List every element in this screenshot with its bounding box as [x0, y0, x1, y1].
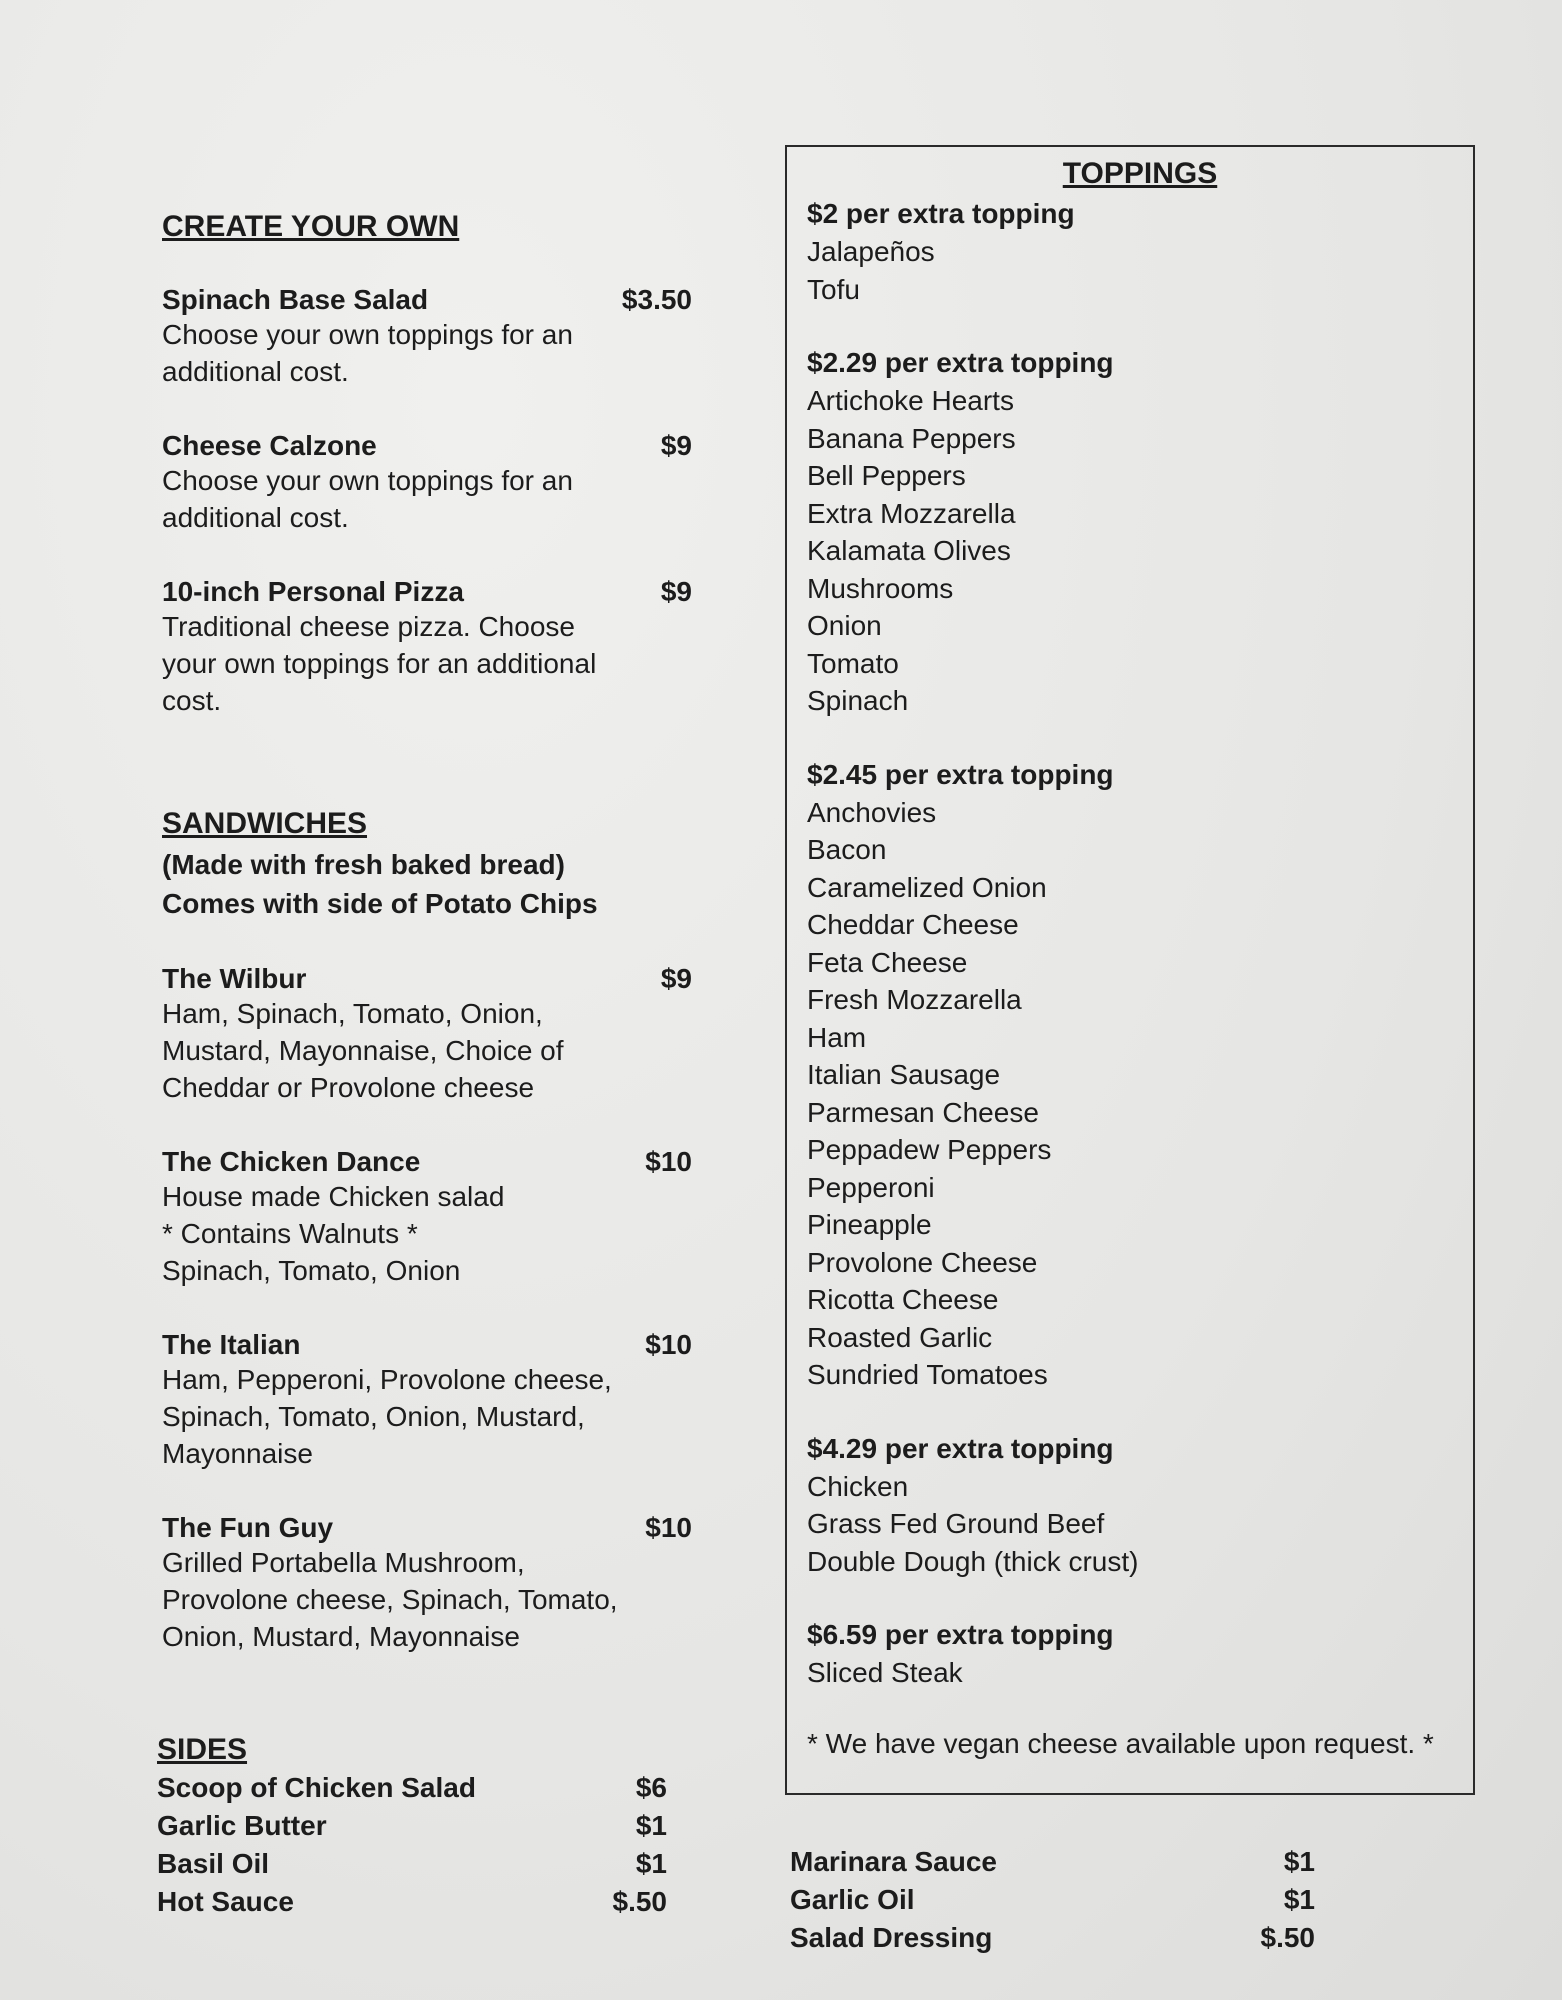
- topping-item: Chicken: [807, 1470, 909, 1502]
- menu-item: [162, 963, 722, 1106]
- topping-item: Parmesan Cheese: [807, 1096, 1039, 1128]
- toppings-groups: [807, 195, 1473, 1692]
- topping-item: Cheddar Cheese: [807, 909, 1019, 940]
- sandwiches-subtitle-bread: (Made with fresh baked bread): [162, 849, 565, 880]
- topping-item: Anchovies: [807, 796, 937, 828]
- side-item: [157, 1769, 667, 1807]
- side-item-price: $1: [1283, 1846, 1315, 1877]
- menu-item-price: $9: [660, 576, 692, 607]
- topping-item: Caramelized Onion: [807, 871, 1047, 903]
- menu-item: [162, 1329, 722, 1472]
- topping-item: Tofu: [807, 273, 860, 305]
- topping-item: Ham: [807, 1021, 867, 1053]
- create-your-own-heading: CREATE YOUR OWN: [162, 210, 460, 243]
- side-item-name: Marinara Sauce: [790, 1846, 997, 1877]
- topping-group: [807, 344, 1473, 720]
- toppings-heading: TOPPINGS: [1062, 157, 1218, 190]
- menu-item-header: [162, 963, 692, 995]
- menu-item-price: $9: [660, 430, 692, 461]
- side-item-price: $1: [635, 1810, 667, 1841]
- topping-group: [807, 1616, 1473, 1692]
- menu-item-description: Ham, Pepperoni, Provolone cheese, Spinach, Tomato, Onion, Mustard, Mayonnaise: [162, 1364, 612, 1469]
- sides-heading: SIDES: [157, 1733, 248, 1766]
- menu-item-header: [162, 576, 692, 608]
- menu-item-description: Ham, Spinach, Tomato, Onion, Mustard, Mayonnaise, Choice of Cheddar or Provolone cheese: [162, 998, 564, 1103]
- topping-item: Pineapple: [807, 1209, 932, 1240]
- menu-item-name: The Chicken Dance: [162, 1146, 421, 1177]
- menu-item-price: $3.50: [621, 284, 692, 315]
- menu-item-header: [162, 1512, 692, 1544]
- menu-item-description: Choose your own toppings for an additional cost.: [162, 319, 573, 387]
- side-item-name: Garlic Oil: [790, 1884, 915, 1915]
- vegan-cheese-note: * We have vegan cheese available upon request. *: [807, 1727, 1434, 1759]
- side-item: [790, 1881, 1315, 1919]
- side-item-price: $1: [635, 1848, 667, 1879]
- side-item: [790, 1919, 1315, 1957]
- topping-item: Jalapeños: [807, 236, 935, 267]
- side-item-price: $6: [635, 1772, 667, 1803]
- topping-item: Grass Fed Ground Beef: [807, 1508, 1105, 1539]
- topping-item: Tomato: [807, 647, 899, 679]
- sandwiches-subtitle-chips: Comes with side of Potato Chips: [162, 888, 598, 919]
- left-column: [157, 210, 722, 1921]
- topping-price-label: $2.45 per extra topping: [807, 758, 1114, 790]
- menu-item-header: [162, 430, 692, 462]
- menu-item-description: Choose your own toppings for an additional cost.: [162, 465, 573, 533]
- topping-item: Spinach: [807, 685, 909, 716]
- topping-item: Roasted Garlic: [807, 1321, 993, 1353]
- topping-item: Artichoke Hearts: [807, 385, 1014, 416]
- menu-item-name: 10-inch Personal Pizza: [162, 576, 464, 607]
- side-item-price: $1: [1283, 1884, 1315, 1915]
- topping-item: Banana Peppers: [807, 422, 1016, 454]
- menu-item-name: The Fun Guy: [162, 1512, 334, 1543]
- topping-item: Kalamata Olives: [807, 535, 1011, 566]
- menu-item: [162, 430, 722, 536]
- sandwiches-heading: SANDWICHES: [162, 807, 368, 840]
- side-item: [157, 1845, 667, 1883]
- topping-item: Feta Cheese: [807, 946, 968, 978]
- menu-item: [162, 284, 722, 390]
- menu-item-name: Cheese Calzone: [162, 430, 377, 461]
- menu-item: [162, 576, 722, 719]
- topping-item: Provolone Cheese: [807, 1246, 1038, 1278]
- side-item-price: $.50: [1260, 1922, 1315, 1953]
- menu-item-name: The Italian: [162, 1329, 301, 1360]
- menu-item-header: [162, 284, 692, 316]
- sides-list-right: [790, 1843, 1315, 1957]
- menu-item-price: $9: [660, 963, 692, 994]
- menu-item-price: $10: [645, 1512, 692, 1543]
- side-item: [790, 1843, 1315, 1881]
- topping-item: Pepperoni: [807, 1171, 935, 1203]
- topping-price-label: $2.29 per extra topping: [807, 347, 1114, 378]
- side-item-price: $.50: [612, 1886, 667, 1917]
- menu-item-price: $10: [645, 1329, 692, 1360]
- menu-item-description: Traditional cheese pizza. Choose your own toppings for an additional cost.: [162, 611, 597, 716]
- menu-item-name: Spinach Base Salad: [162, 284, 429, 315]
- topping-item: Fresh Mozzarella: [807, 984, 1022, 1015]
- toppings-box: [785, 145, 1475, 1795]
- topping-price-label: $6.59 per extra topping: [807, 1619, 1114, 1650]
- menu-item-price: $10: [645, 1146, 692, 1177]
- side-item-name: Garlic Butter: [157, 1810, 327, 1841]
- menu-item-description: Grilled Portabella Mushroom, Provolone cheese, Spinach, Tomato, Onion, Mustard, Mayonnaise: [162, 1547, 618, 1652]
- create-your-own-list: [162, 284, 722, 719]
- sides-section: [157, 1733, 722, 1921]
- topping-item: Ricotta Cheese: [807, 1284, 999, 1315]
- topping-item: Double Dough (thick crust): [807, 1545, 1139, 1577]
- topping-group: [807, 756, 1473, 1394]
- topping-item: Sundried Tomatoes: [807, 1359, 1048, 1390]
- side-item-name: Scoop of Chicken Salad: [157, 1772, 476, 1803]
- topping-item: Sliced Steak: [807, 1657, 963, 1688]
- topping-price-label: $4.29 per extra topping: [807, 1432, 1114, 1464]
- topping-group: [807, 1430, 1473, 1581]
- side-item-name: Salad Dressing: [790, 1922, 993, 1953]
- side-item: [157, 1883, 667, 1921]
- topping-item: Mushrooms: [807, 572, 954, 604]
- sandwiches-section: [162, 807, 722, 1655]
- topping-item: Italian Sausage: [807, 1059, 1001, 1090]
- topping-item: Peppadew Peppers: [807, 1134, 1052, 1165]
- side-item-name: Basil Oil: [157, 1848, 270, 1879]
- topping-group: [807, 195, 1473, 308]
- sides-list-left: [157, 1769, 667, 1921]
- sandwiches-list: [162, 963, 722, 1655]
- menu-item-header: [162, 1329, 692, 1361]
- menu-item-header: [162, 1146, 692, 1178]
- topping-price-label: $2 per extra topping: [807, 198, 1075, 229]
- topping-item: Bacon: [807, 834, 887, 865]
- side-item-name: Hot Sauce: [157, 1886, 294, 1917]
- topping-item: Bell Peppers: [807, 460, 966, 491]
- menu-item-description: House made Chicken salad * Contains Walnuts * Spinach, Tomato, Onion: [162, 1181, 505, 1286]
- menu-item-name: The Wilbur: [162, 963, 307, 994]
- menu-item: [162, 1512, 722, 1655]
- topping-item: Onion: [807, 610, 882, 641]
- menu-item: [162, 1146, 722, 1289]
- side-item: [157, 1807, 667, 1845]
- topping-item: Extra Mozzarella: [807, 497, 1016, 529]
